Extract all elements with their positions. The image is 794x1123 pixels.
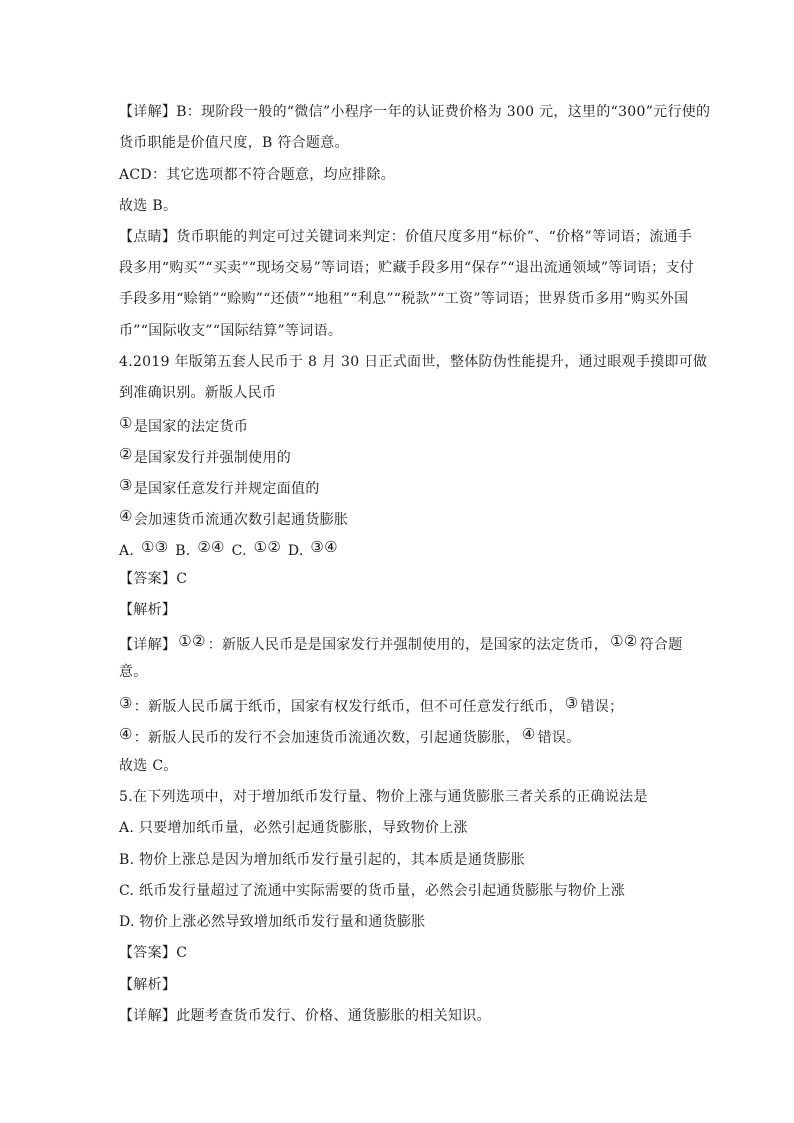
q4-answer: 【答案】C — [119, 571, 188, 587]
q4-stem-line-1: 4.2019 年版第五套人民币于 8 月 30 日正式面世，整体防伪性能提升，通过眼观手摸即可做 — [119, 354, 708, 370]
q5-detail: 【详解】此题考查货币发行、价格、通货膨胀的相关知识。 — [119, 1008, 491, 1024]
q3-detail-line-2: 货币职能是价值尺度，B 符合题意。 — [119, 135, 349, 151]
q4-detail-line-1: 【详解】 ①② ：新版人民币是是国家发行并强制使用的，是国家的法定货币， ①② 符合题 — [119, 632, 683, 653]
q4-analysis-heading: 【解析】 — [119, 602, 177, 618]
q4-detail-line-4: ④：新版人民币的发行不会加速货币流通次数，引起通货膨胀， ④ 错误。 — [119, 725, 581, 746]
q4-option-d: D. ③④ — [287, 538, 338, 559]
q5-stem: 5.在下列选项中，对于增加纸币发行量、物价上涨与通货膨胀三者关系的正确说法是 — [119, 789, 648, 805]
q3-tip-line-1: 【点睛】货币职能的判定可过关键词来判定：价值尺度多用“标价”、“价格”等词语；流通手 — [119, 229, 693, 245]
q3-detail-line-1: 【详解】B：现阶段一般的“微信”小程序一年的认证费价格为 300 元，这里的“300”元行使的 — [119, 104, 711, 120]
q5-answer: 【答案】C — [119, 945, 188, 961]
q5-option-a: A. 只要增加纸币量，必然引起通货膨胀，导致物价上涨 — [119, 820, 468, 836]
q3-tip-line-4: 币”“国际收支”“国际结算”等词语。 — [119, 323, 343, 339]
q3-tip-line-3: 手段多用“赊销”“赊购”“还债”“地租”“利息”“税款”“工资”等词语；世界货币多用“购买外国 — [119, 291, 689, 307]
q4-statement-1: ①是国家的法定货币 — [119, 414, 249, 435]
q5-analysis-heading: 【解析】 — [119, 977, 177, 993]
q4-detail-line-3: ③：新版人民币属于纸币，国家有权发行纸币，但不可任意发行纸币， ③ 错误； — [119, 694, 624, 715]
q4-conclusion: 故选 C。 — [119, 758, 178, 774]
q4-options — [119, 537, 340, 561]
q4-statement-2: ②是国家发行并强制使用的 — [119, 445, 292, 466]
q3-detail-acd: ACD：其它选项都不符合题意，均应排除。 — [119, 167, 396, 183]
q4-detail-line-2: 意。 — [119, 664, 148, 680]
q4-stem-line-2: 到准确识别。新版人民币 — [119, 385, 277, 401]
q3-tip-line-2: 段多用“购买”“买卖”“现场交易”等词语；贮藏手段多用“保存”“退出流通领域”等词语；支付 — [119, 260, 695, 276]
q4-statement-4: ④会加速货币流通次数引起通货膨胀 — [119, 507, 349, 528]
q5-option-b: B. 物价上涨总是因为增加纸币发行量引起的，其本质是通货膨胀 — [119, 852, 526, 868]
q5-option-d: D. 物价上涨必然导致增加纸币发行量和通货膨胀 — [119, 914, 426, 930]
q4-option-a: A. ①③ — [119, 538, 169, 559]
q5-option-c: C. 纸币发行量超过了流通中实际需要的货币量，必然会引起通货膨胀与物价上涨 — [119, 883, 626, 899]
q4-option-b: B. ②④ — [175, 538, 225, 559]
q4-statement-3: ③是国家任意发行并规定面值的 — [119, 476, 320, 497]
q4-option-c: C. ①② — [231, 538, 282, 559]
q3-conclusion: 故选 B。 — [119, 198, 178, 214]
